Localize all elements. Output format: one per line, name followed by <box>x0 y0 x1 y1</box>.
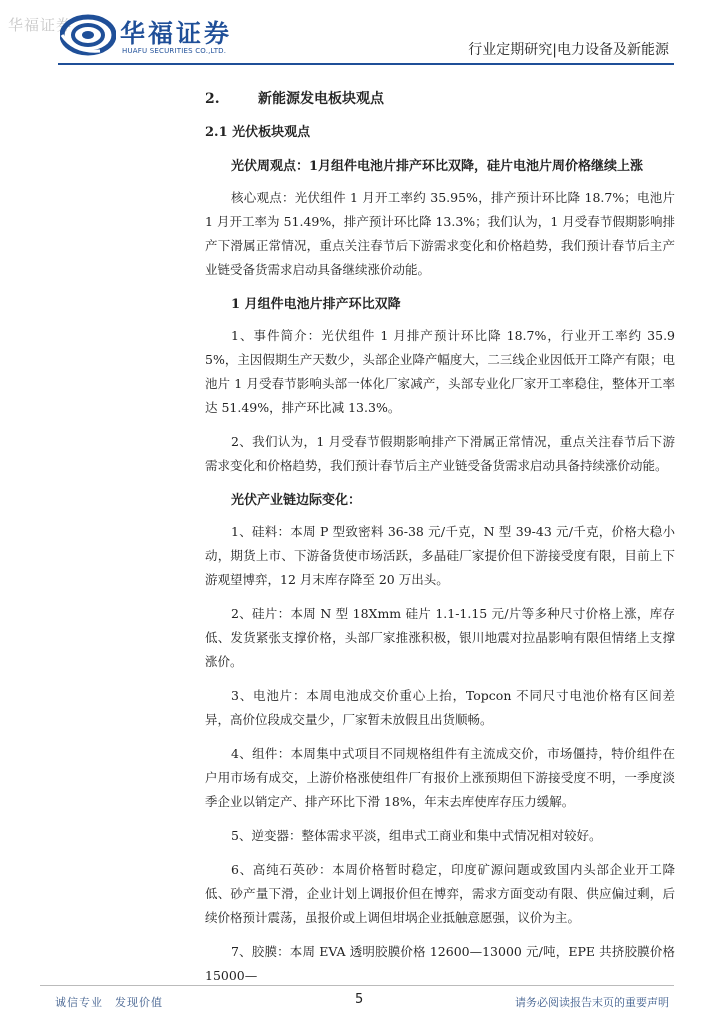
core-view-paragraph: 核心观点：光伏组件 1 月开工率约 35.95%，排产预计环比降 18.7%；电池片 1 月开工率为 51.49%，排产预计环比降 13.3%；我们认为，1 月受春节假期影响排产下滑属正常情况，重点关注春节后下游需求变化和价格趋势，我们预计春节后主产业链受备货需求启动具备继续涨价动能。 <box>205 190 675 277</box>
opinion-paragraph: 2、我们认为，1 月受春节假期影响排产下滑属正常情况，重点关注春节后下游需求变化和价格趋势，我们预计春节后主产业链受备货需求启动具备持续涨价动能。 <box>205 434 675 473</box>
wafer-paragraph: 2、硅片：本周 N 型 18Xmm 硅片 1.1-1.15 元/片等多种尺寸价格上涨，库存低、发货紧张支撑价格，头部厂家推涨积极，银川地震对拉晶影响有限但情绪上支撑涨价。 <box>205 606 675 669</box>
subsection-heading: 2.1 光伏板块观点 <box>205 125 311 140</box>
company-logo <box>60 11 250 59</box>
section-title: 新能源发电板块观点 <box>258 91 384 107</box>
module-paragraph: 4、组件：本周集中式项目不同规格组件有主流成交价，市场僵持，特价组件在户用市场有成交，上游价格涨使组件厂有报价上涨预期但下游接受度不明，一季度淡季企业以销定产、排产环比下滑 18%，年末去库使库存压力缓解。 <box>205 746 675 809</box>
report-body <box>205 86 675 988</box>
section-heading <box>205 86 675 112</box>
swirl-logo-icon <box>60 13 116 57</box>
silicon-material-paragraph: 1、硅料：本周 P 型致密料 36-38 元/千克，N 型 39-43 元/千克，价格大稳小动，期货上市、下游备货使市场活跃，多晶硅厂家提价但下游接受度有限，目前上下游观望博弈，12 月末库存降至 20 万出头。 <box>205 524 675 587</box>
film-paragraph: 7、胶膜：本周 EVA 透明胶膜价格 12600—13000 元/吨，EPE 共挤胶膜价格 15000— <box>205 944 675 983</box>
watermark: 华福证券 <box>8 16 73 34</box>
chain-changes-heading: 光伏产业链边际变化： <box>231 493 362 508</box>
logo-text-cn: 华福证券 <box>120 19 233 48</box>
footer-disclaimer: 请务必阅读报告末页的重要声明 <box>515 996 669 1009</box>
report-category: 行业定期研究|电力设备及新能源 <box>468 42 669 58</box>
page-number: 5 <box>355 992 364 1007</box>
event-paragraph: 1、事件简介：光伏组件 1 月排产预计环比降 18.7%，行业开工率约 35.95%，主因假期生产天数少，头部企业降产幅度大，二三线企业因低开工降产有限；电池片 1 月受春节影响头部一体化厂家减产，头部专业化厂家开工率稳住，整体开工率达 51.49%，排产环比减 13.3%。 <box>205 328 675 415</box>
production-heading: 1 月组件电池片排产环比双降 <box>231 297 401 312</box>
logo-text-en: HUAFU SECURITIES CO.,LTD. <box>122 47 227 55</box>
inverter-paragraph: 5、逆变器：整体需求平淡，组串式工商业和集中式情况相对较好。 <box>231 828 602 843</box>
header-divider <box>58 63 674 65</box>
footer-slogan: 诚信专业 发现价值 <box>55 996 163 1009</box>
cell-paragraph: 3、电池片：本周电池成交价重心上抬，Topcon 不同尺寸电池价格有区间差异，高价位段成交量少，厂家暂未放假且出货顺畅。 <box>205 688 675 727</box>
footer-divider <box>40 985 674 986</box>
quartz-sand-paragraph: 6、高纯石英砂：本周价格暂时稳定，印度矿源问题或致国内头部企业开工降低、砂产量下滑，企业计划上调报价但在博弈，需求方面变动有限、供应偏过剩，后续价格预计震荡，虽报价或上调但坩埚企业抵触意愿强，议价为主。 <box>205 862 675 925</box>
weekly-view-heading: 光伏周观点：1月组件电池片排产环比双降，硅片电池片周价格继续上涨 <box>231 159 644 174</box>
section-number: 2. <box>205 91 220 107</box>
